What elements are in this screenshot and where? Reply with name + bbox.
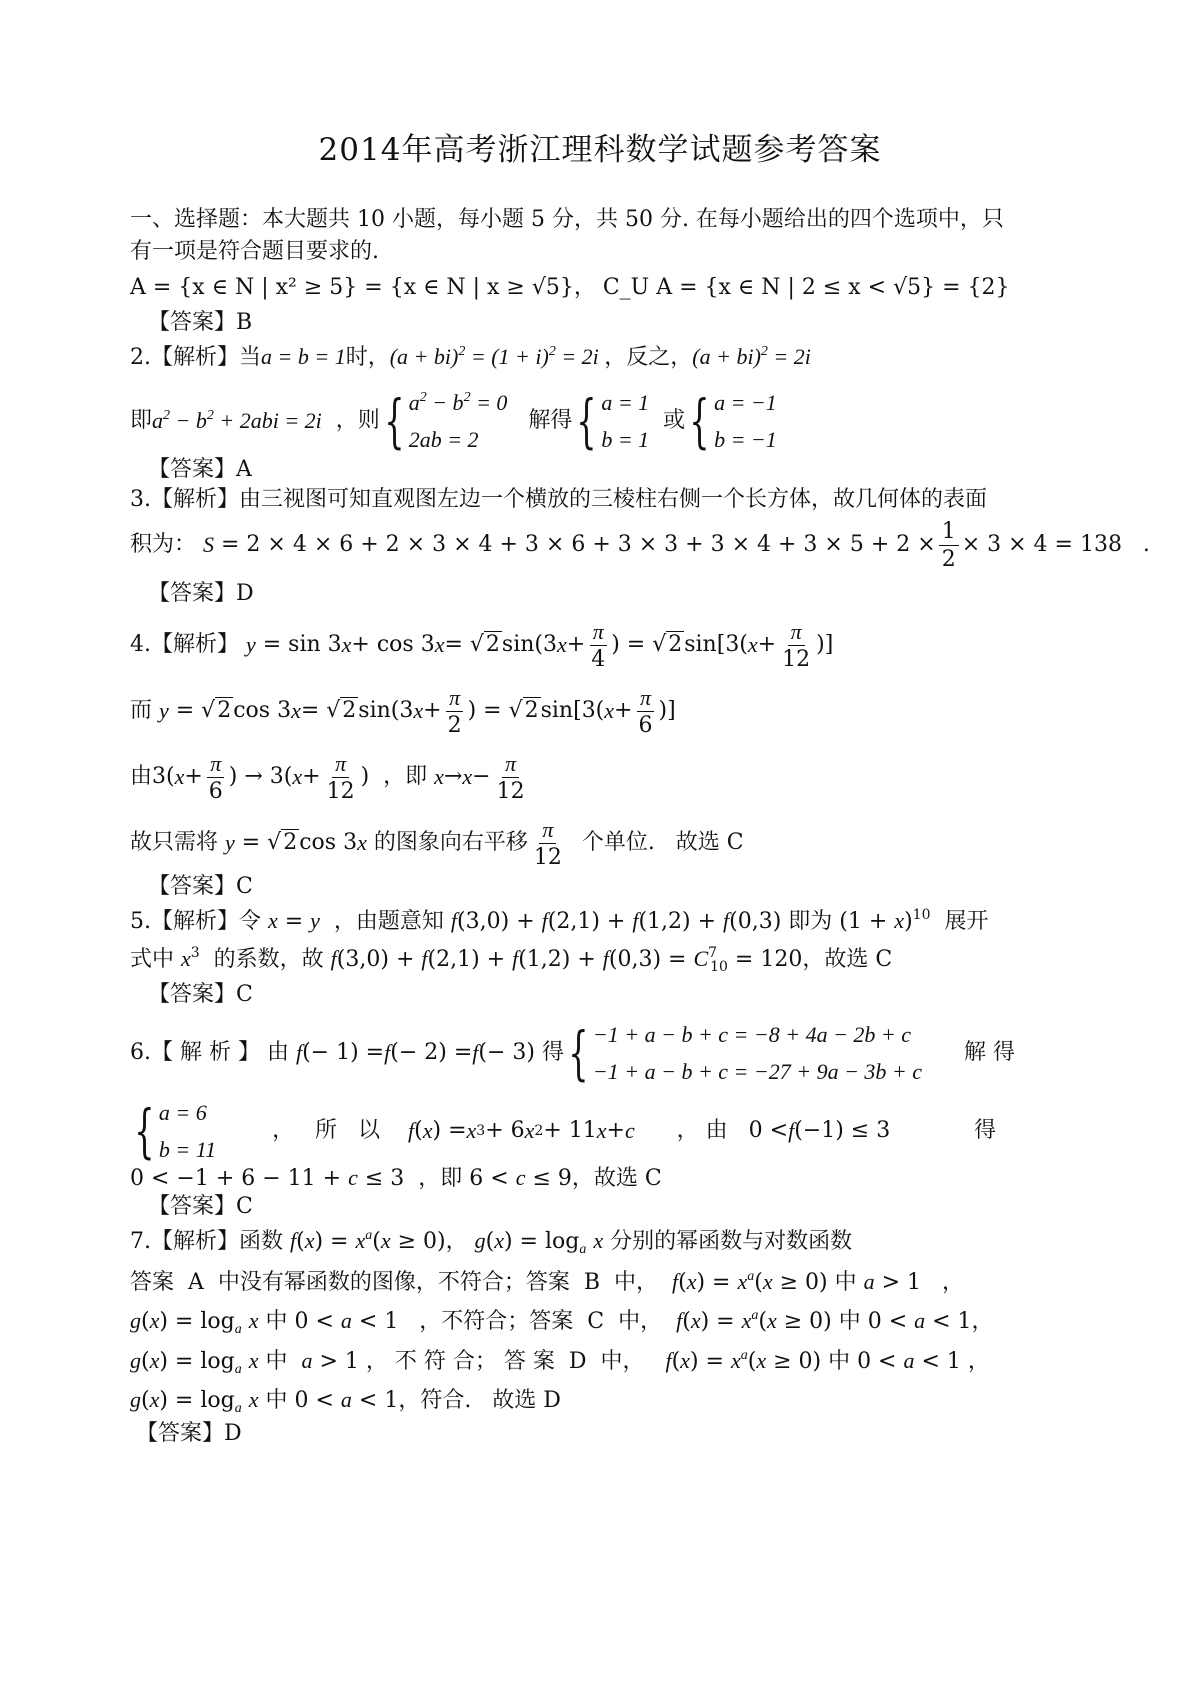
q2-math-line-1: a = b = 1时，$(a + bi)^2 = (1 + i)^2 = 2i$ ，反之，(a + bi)$^2$ = 2i	[261, 344, 811, 369]
q6-answer: 【答案】C	[148, 1194, 253, 1219]
page-title: 2014年高考浙江理科数学试题参考答案	[318, 132, 882, 168]
q4-solution-line-1: 4.【解析】 y = sin 3 x + cos 3 x = √ 2 sin(3 x + $\frac{\pi}{4}$ ) = √ 2 sin[3( x + $\frac{\pi}{12}$ )]	[130, 619, 834, 673]
q3-solution-line-2: 积为： S = 2 × 4 × 6 + 2 × 3 × 4 + 3 × 6 + 3 × 3 + 3 × 4 + 3 × 5 + 2 × $\frac{1}{2}$ × 3 × 4 = 138 .	[130, 519, 1150, 573]
q6-solution-line-1: 6.【 解 析 】 由 f (− 1) = f (− 2) = f (− 3) 得 { −1 + a − b + c = −8 + 4a − 2b + c −1 + a − b + c = −27 + 9a − 3b + c 解 得	[130, 1019, 1015, 1088]
q6-solution-line-3: 0 < −1 + 6 − 11 + c ≤ 3 ，即 6 < c ≤ 9，故选 C	[130, 1165, 662, 1191]
q4-solution-line-2: 而 y = √ 2 cos 3 x = √ 2 sin(3 x + $\frac{\pi}{2}$ ) = √ 2 sin[3( x + $\frac{\pi}{6}$ )]	[130, 685, 676, 739]
q1-solution-line: A = {x ∈ N | x² ≥ 5} = {x ∈ N | x ≥ √5}， C_U A = {x ∈ N | 2 ≤ x < √5} = {2}	[130, 275, 1010, 300]
q5-answer: 【答案】C	[148, 982, 253, 1007]
q7-answer: 【答案】D	[136, 1421, 242, 1446]
q4-answer: 【答案】C	[148, 874, 253, 899]
q4-solution-line-3: 由3( x + $\frac{\pi}{6}$ ) → 3( x + $\frac{\pi}{12}$ ) ，即 x → x − $\frac{\pi}{12}$	[130, 751, 525, 805]
q2-answer: 【答案】A	[148, 457, 252, 482]
q2-lead: 2.【解析】当	[130, 345, 261, 370]
q7-solution-line-5: $g(x) = \log_a x$ 中 0 < a < 1，符合. 故选 D	[130, 1387, 561, 1416]
q7-solution-line-2: 答案 A 中没有幂函数的图像，不符合；答案 B 中， $f(x) = x^a(x \ge 0)$ 中 a > 1 ，	[130, 1269, 965, 1295]
q5-solution-line-1: 5.【解析】令 x = y ，由题意知 f(3,0) + f(2,1) + f(1,2) + f(0,3) 即为 $(1 + x)^{10}$ 展开	[130, 907, 989, 934]
q2-system-equations: 即 $a^2 - b^2 + 2abi = 2i$ ，则 { $a^2 - b^2 = 0$ 2ab = 2 解得 { a = 1 b = 1 或 { a = −1 b = −1	[130, 387, 777, 456]
section-heading-line-1: 一、选择题：本大题共 10 小题，每小题 5 分，共 50 分. 在每小题给出的四个选项中，只	[130, 207, 1004, 232]
q2-solution-line-2	[130, 384, 777, 459]
q2-solution-line-1	[130, 344, 811, 371]
q4-solution-line-4: 故只需将 y = √ 2 cos 3 x 的图象向右平移 $\frac{\pi}{12}$ 个单位. 故选 C	[130, 817, 744, 871]
q7-solution-line-3: $g(x) = \log_a x$ 中 0 < a < 1 ，不符合；答案 C 中， $f(x) = x^a(x \ge 0)$ 中 0 < a < 1，	[130, 1308, 994, 1337]
q3-answer: 【答案】D	[148, 581, 254, 606]
q1-answer: 【答案】B	[148, 310, 253, 335]
q6-solution-line-2: { a = 6 b = 11 ， 所 以 f ( x ) = x 3 + 6 x 2 + 11 x + c ， 由 0 < f (−1) ≤ 3 得	[134, 1097, 997, 1166]
q3-solution-line-1: 3.【解析】由三视图可知直观图左边一个横放的三棱柱右侧一个长方体，故几何体的表面	[130, 487, 987, 512]
q7-solution-line-1: 7.【解析】函数 $f(x) = x^a(x \ge 0)$， $g(x) = \log_a x$ 分别的幂函数与对数函数	[130, 1228, 853, 1257]
q5-solution-line-2: 式中 $x^3$ 的系数，故 $f(3,0) + f(2,1) + f(1,2) + f(0,3) = C^7_{10} = 120$，故选 C	[130, 945, 893, 975]
section-heading-line-2: 有一项是符合题目要求的.	[130, 239, 379, 264]
q7-solution-line-4: $g(x) = \log_a x$ 中 a > 1 ， 不 符 合； 答 案 D 中， $f(x) = x^a(x \ge 0)$ 中 0 < a < 1 ，	[130, 1348, 990, 1377]
